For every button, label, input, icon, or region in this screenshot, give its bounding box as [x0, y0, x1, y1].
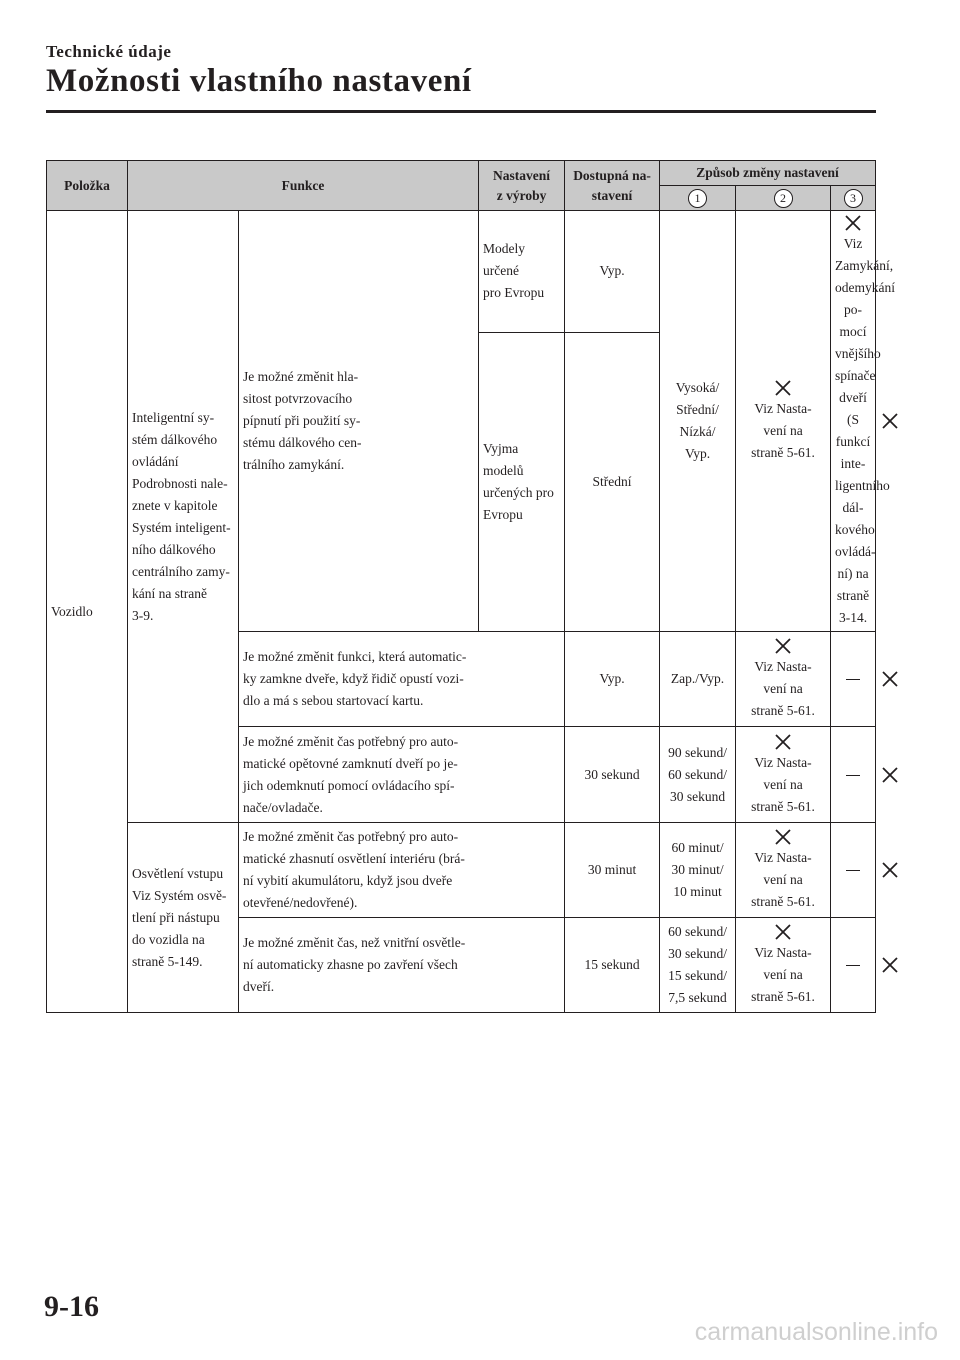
factory-cell: Střední [565, 332, 660, 632]
cross-icon [773, 636, 793, 656]
col-header-available: Dostupná na- stavení [565, 161, 660, 211]
item-cell-vehicle: Vozidlo [47, 211, 128, 1013]
circled-number-1: 1 [688, 189, 707, 208]
method-2-cell [831, 918, 876, 1013]
header-row [47, 161, 876, 186]
function-cell: Je možné změnit čas potřebný pro auto- matické opětovné zamknutí dveří po je- jich odemknutí pomocí ovládacího spí- nače/ovladače. [239, 727, 565, 823]
factory-cell: Vyp. [565, 632, 660, 727]
cross-icon [843, 213, 863, 233]
page-number: 9-16 [44, 1290, 99, 1323]
method-2-cell [831, 632, 876, 727]
function-cell: Je možné změnit hla- sitost potvrzovacího pípnutí při použití sy- stému dálkového cen- trálního zamykání. [239, 211, 479, 632]
method-1-cell [736, 918, 831, 1013]
method-2-cell [831, 823, 876, 918]
circled-number-2: 2 [774, 189, 793, 208]
method-1-header [660, 186, 736, 211]
available-cell: Zap./Vyp. [660, 632, 736, 727]
cross-icon [880, 955, 900, 975]
cross-icon [773, 378, 793, 398]
method-2-cell [831, 211, 896, 632]
circled-number-3: 3 [844, 189, 863, 208]
col-header-method: Způsob změny nastavení [660, 161, 876, 186]
section-label: Technické údaje [46, 42, 172, 61]
method-2-note: Viz Zamykání, odemykání po- mocí vnějšího spínače dveří (S funkcí inte- ligentního dál- kového ovládá- ní) na straně 3-14. [835, 236, 896, 625]
available-cell: Vysoká/ Střední/ Nízká/ Vyp. [660, 211, 736, 632]
cross-icon [880, 669, 900, 689]
cross-icon [773, 922, 793, 942]
col-header-item: Položka [47, 161, 128, 211]
method-1-note: Viz Nasta- vení na straně 5-61. [751, 850, 815, 909]
dash-icon [846, 870, 860, 871]
method-1-cell [736, 632, 831, 727]
cross-icon [773, 827, 793, 847]
function-cell: Je možné změnit čas potřebný pro auto- matické zhasnutí osvětlení interiéru (brá- ní vybití akumulátoru, když jsou dveře otevřené/nedovřené). [239, 823, 565, 918]
model-eu-cell: Modely určené pro Evropu [479, 211, 565, 333]
col-header-function: Funkce [128, 161, 479, 211]
cross-icon [880, 411, 900, 431]
method-1-cell [736, 211, 831, 632]
available-cell: 90 sekund/ 60 sekund/ 30 sekund [660, 727, 736, 823]
factory-cell: 30 sekund [565, 727, 660, 823]
col-header-factory: Nastavení z výroby [479, 161, 565, 211]
customization-table [46, 160, 896, 1013]
sub-item-lighting: Osvětlení vstupu Viz Systém osvě- tlení při nástupu do vozidla na straně 5-149. [128, 823, 239, 1013]
page-title: Možnosti vlastního nastavení [46, 63, 472, 99]
table-row [47, 823, 876, 918]
dash-icon [846, 679, 860, 680]
factory-cell: Vyp. [565, 211, 660, 333]
model-other-cell: Vyjma modelů určených pro Evropu [479, 332, 565, 632]
sub-item-keyless: Inteligentní sy- stém dálkového ovládání Podrobnosti nale- znete v kapitole Systém inteligent- ního dálkového centrálního zamy- kání na straně 3-9. [128, 211, 239, 823]
method-3-header [831, 186, 876, 211]
method-1-note: Viz Nasta- vení na straně 5-61. [751, 754, 815, 814]
table-row [47, 211, 876, 333]
method-1-cell [736, 727, 831, 823]
available-cell: 60 minut/ 30 minut/ 10 minut [660, 823, 736, 918]
title-rule [46, 110, 876, 113]
dash-icon [846, 965, 860, 966]
dash-icon [846, 775, 860, 776]
cross-icon [880, 860, 900, 880]
method-2-header [736, 186, 831, 211]
method-1-cell [736, 823, 831, 918]
method-1-note: Viz Nasta- vení na straně 5-61. [751, 401, 815, 460]
factory-cell: 15 sekund [565, 918, 660, 1013]
watermark: carmanualsonline.info [694, 1318, 938, 1346]
available-cell: 60 sekund/ 30 sekund/ 15 sekund/ 7,5 sekund [660, 918, 736, 1013]
cross-icon [880, 765, 900, 785]
method-2-cell [831, 727, 876, 823]
function-cell: Je možné změnit funkci, která automatic- ky zamkne dveře, když řidič opustí vozi- dlo a má s sebou startovací kartu. [239, 632, 565, 727]
method-1-note: Viz Nasta- vení na straně 5-61. [751, 659, 815, 718]
function-cell: Je možné změnit čas, než vnitřní osvětle- ní automaticky zhasne po zavření všech dveří. [239, 918, 565, 1013]
cross-icon [773, 732, 793, 752]
method-1-note: Viz Nasta- vení na straně 5-61. [751, 945, 815, 1004]
factory-cell: 30 minut [565, 823, 660, 918]
